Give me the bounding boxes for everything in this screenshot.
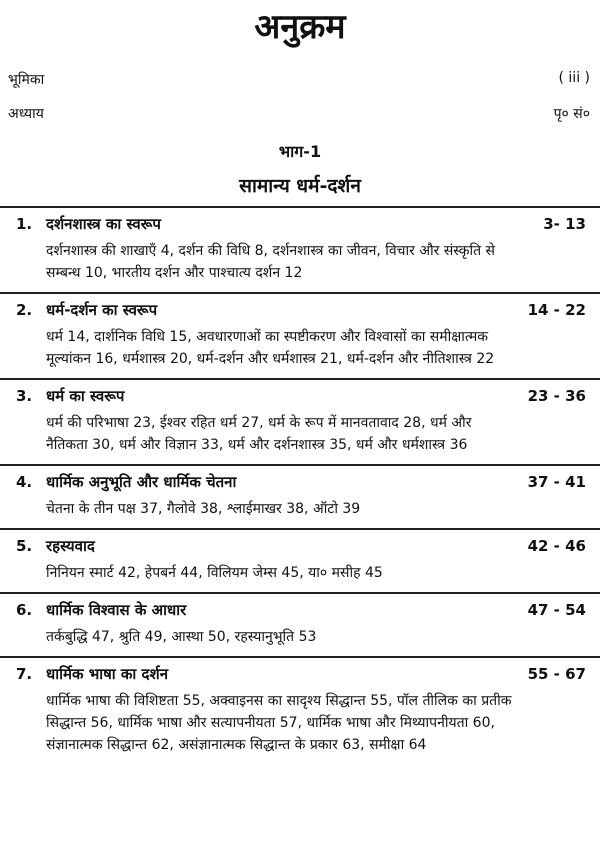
- chapter-pages: 14 - 22: [527, 301, 586, 319]
- chapter-subtopics: निनियन स्मार्ट 42, हेपबर्न 44, विलियम जेम्स 45, या० मसीह 45: [46, 565, 383, 581]
- chapter-pages: 42 - 46: [527, 537, 586, 555]
- chapter-7: [0, 656, 600, 764]
- chapter-number: 4.: [16, 473, 33, 491]
- chapter-title: धर्म-दर्शन का स्वरूप: [46, 301, 158, 319]
- chapter-heading: [0, 378, 600, 408]
- chapter-subtopics: धार्मिक भाषा की विशिष्टता 55, अक्वाइनस का सादृश्य सिद्धान्त 55, पॉल तीलिक का प्रतीक सिद्धान्त 56, धार्मिक भाषा और सत्यापनीयता 57, धार्मिक भाषा और मिथ्यापनीयता 60, संज्ञानात्मक सिद्धान्त 62, असंज्ञानात्मक सिद्धान्त के प्रकार 63, समीक्षा 64: [46, 693, 512, 753]
- chapter-5: [0, 528, 600, 592]
- chapter-pages: 3- 13: [543, 215, 586, 233]
- chapter-pages: 55 - 67: [527, 665, 586, 683]
- chapter-heading: [0, 292, 600, 322]
- chapter-label: अध्याय: [8, 106, 44, 122]
- chapter-pages: 37 - 41: [527, 473, 586, 491]
- chapter-number: 6.: [16, 601, 33, 619]
- chapter-title: रहस्यवाद: [46, 537, 95, 555]
- chapter-list: [0, 206, 600, 764]
- chapter-heading: [0, 206, 600, 236]
- chapter-title: धार्मिक विश्वास के आधार: [46, 601, 187, 619]
- chapter-number: 2.: [16, 301, 33, 319]
- chapter-number: 5.: [16, 537, 33, 555]
- chapter-header-row: [8, 104, 590, 123]
- chapter-heading: [0, 528, 600, 558]
- part-title: सामान्य धर्म-दर्शन: [239, 175, 361, 197]
- chapter-title: धर्म का स्वरूप: [46, 387, 125, 405]
- chapter-1: [0, 206, 600, 292]
- preface-label: भूमिका: [8, 72, 45, 88]
- chapter-number: 1.: [16, 215, 33, 233]
- preface-row: [8, 70, 590, 89]
- chapter-title: धार्मिक अनुभूति और धार्मिक चेतना: [46, 473, 237, 491]
- part-number: भाग-1: [278, 142, 322, 161]
- chapter-subtopics: दर्शनशास्त्र की शाखाएँ 4, दर्शन की विधि 8, दर्शनशास्त्र का जीवन, विचार और संस्कृति से सम्बन्ध 10, भारतीय दर्शन और पाश्चात्य दर्शन 12: [46, 243, 496, 281]
- chapter-heading: [0, 592, 600, 622]
- chapter-pages: 23 - 36: [527, 387, 586, 405]
- chapter-subtopics: धर्म की परिभाषा 23, ईश्वर रहित धर्म 27, धर्म के रूप में मानवतावाद 28, धर्म और नैतिकता 30, धर्म और विज्ञान 33, धर्म और दर्शनशास्त्र 35, धर्म और धर्मशास्त्र 36: [46, 415, 472, 453]
- chapter-3: [0, 378, 600, 464]
- chapter-2: [0, 292, 600, 378]
- chapter-number: 3.: [16, 387, 33, 405]
- chapter-6: [0, 592, 600, 656]
- chapter-4: [0, 464, 600, 528]
- chapter-pages: 47 - 54: [527, 601, 586, 619]
- chapter-subtopics: धर्म 14, दार्शनिक विधि 15, अवधारणाओं का स्पष्टीकरण और विश्वासों का समीक्षात्मक मूल्यांकन 16, धर्मशास्त्र 20, धर्म-दर्शन और धर्मशास्त्र 21, धर्म-दर्शन और नीतिशास्त्र 22: [46, 329, 495, 367]
- page-title: अनुक्रम: [254, 7, 346, 47]
- chapter-title: दर्शनशास्त्र का स्वरूप: [46, 215, 161, 233]
- chapter-heading: [0, 656, 600, 686]
- chapter-subtopics: तर्कबुद्धि 47, श्रुति 49, आस्था 50, रहस्यानुभूति 53: [46, 629, 317, 645]
- preface-page: ( iii ): [558, 70, 590, 86]
- chapter-title: धार्मिक भाषा का दर्शन: [46, 665, 169, 683]
- chapter-subtopics: चेतना के तीन पक्ष 37, गैलोवे 38, श्लाईमाखर 38, ऑटो 39: [46, 501, 361, 517]
- page-number-label: पृ० सं०: [553, 106, 590, 122]
- chapter-number: 7.: [16, 665, 33, 683]
- chapter-heading: [0, 464, 600, 494]
